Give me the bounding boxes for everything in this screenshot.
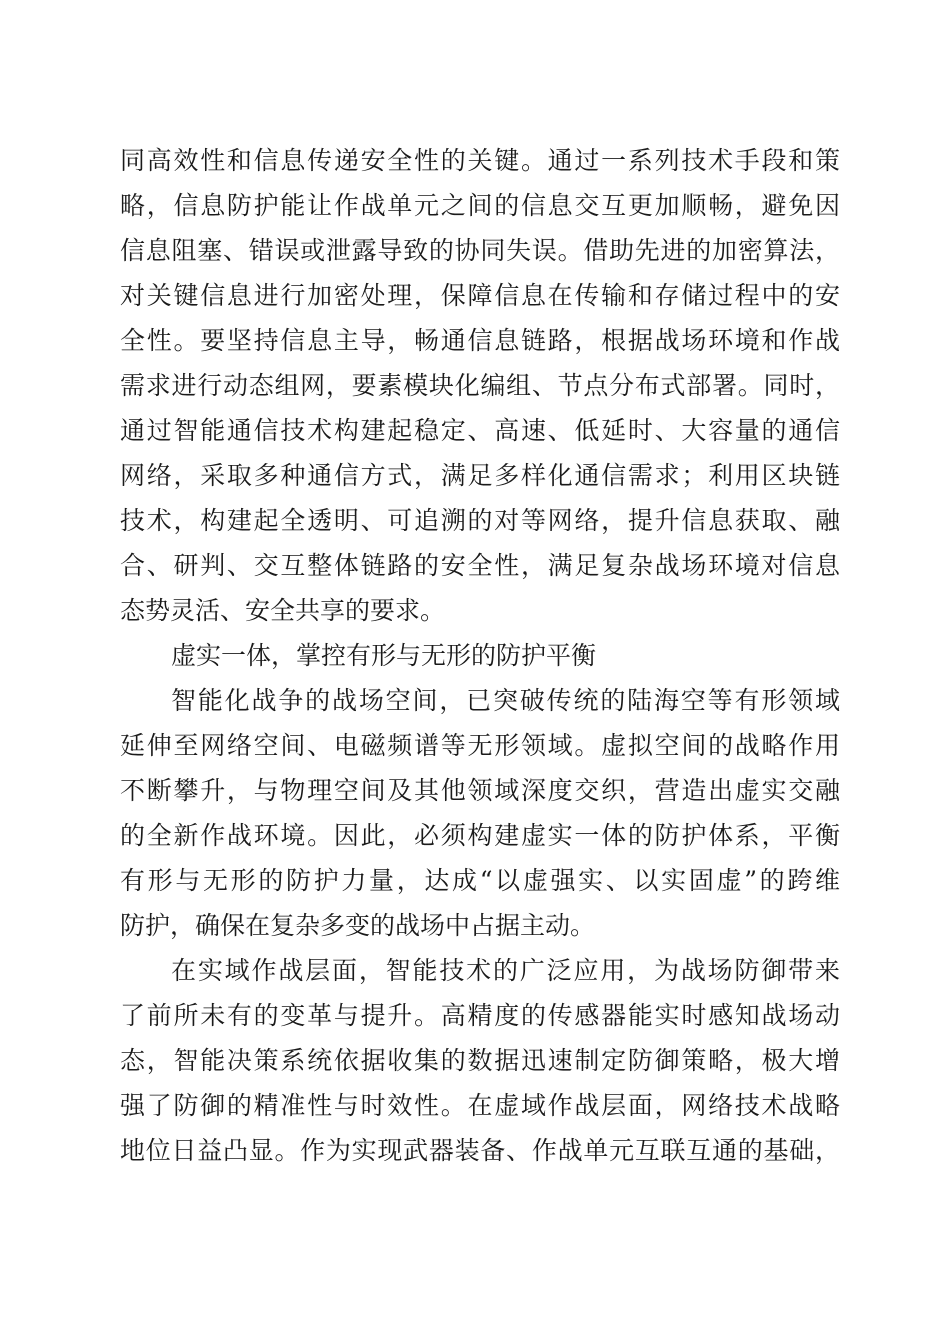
text-line: 态，智能决策系统依据收集的数据迅速制定防御策略，极大增 (120, 1046, 840, 1075)
text-line: 网络，采取多种通信方式，满足多样化通信需求；利用区块链 (120, 461, 840, 490)
text-line: 的全新作战环境。因此，必须构建虚实一体的防护体系，平衡 (120, 821, 840, 850)
text-line: 全性。要坚持信息主导，畅通信息链路，根据战场环境和作战 (120, 326, 840, 355)
text-line: 在实域作战层面，智能技术的广泛应用，为战场防御带来 (171, 956, 840, 985)
text-line: 通过智能通信技术构建起稳定、高速、低延时、大容量的通信 (120, 416, 840, 445)
text-line: 信息阻塞、错误或泄露导致的协同失误。借助先进的加密算法， (120, 236, 840, 265)
text-line: 强了防御的精准性与时效性。在虚域作战层面，网络技术战略 (120, 1091, 840, 1120)
text-line: 地位日益凸显。作为实现武器装备、作战单元互联互通的基础， (120, 1136, 840, 1165)
text-line: 防护，确保在复杂多变的战场中占据主动。 (120, 911, 596, 940)
text-line: 智能化战争的战场空间，已突破传统的陆海空等有形领域 (171, 686, 840, 715)
text-line: 同高效性和信息传递安全性的关键。通过一系列技术手段和策 (120, 146, 840, 175)
text-line: 有形与无形的防护力量，达成“以虚强实、以实固虚”的跨维 (120, 866, 840, 895)
text-line: 态势灵活、安全共享的要求。 (120, 596, 446, 625)
text-line: 略，信息防护能让作战单元之间的信息交互更加顺畅，避免因 (120, 191, 840, 220)
text-line: 对关键信息进行加密处理，保障信息在传输和存储过程中的安 (120, 281, 840, 310)
text-line: 合、研判、交互整体链路的安全性，满足复杂战场环境对信息 (120, 551, 840, 580)
text-line: 了前所未有的变革与提升。高精度的传感器能实时感知战场动 (120, 1001, 840, 1030)
text-line: 需求进行动态组网，要素模块化编组、节点分布式部署。同时， (120, 371, 840, 400)
text-line: 技术，构建起全透明、可追溯的对等网络，提升信息获取、融 (120, 506, 840, 535)
section-heading: 虚实一体，掌控有形与无形的防护平衡 (171, 641, 597, 670)
text-line: 延伸至网络空间、电磁频谱等无形领域。虚拟空间的战略作用 (120, 731, 840, 760)
text-line: 不断攀升，与物理空间及其他领域深度交织，营造出虚实交融 (120, 776, 840, 805)
